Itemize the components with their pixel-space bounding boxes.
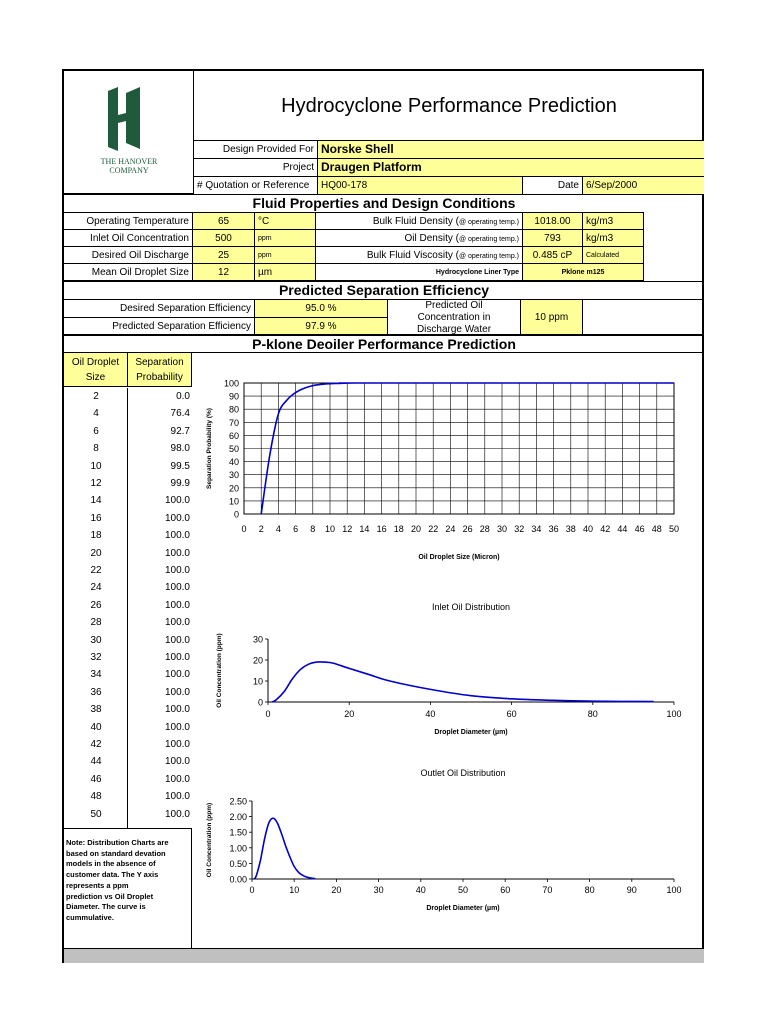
viscosity-value[interactable]: 0.485 cP — [522, 246, 582, 263]
x-tick-label: 16 — [376, 524, 387, 534]
x-tick-label: 70 — [542, 885, 553, 895]
y-tick-label: 80 — [228, 404, 239, 415]
conc-label-line-1: Predicted Oil — [425, 300, 483, 311]
oil-density-value[interactable]: 793 — [522, 229, 582, 246]
note-line: based on standard devation — [66, 848, 166, 858]
table-cell-size: 22 — [90, 565, 102, 576]
note-line: prediction vs Oil Droplet — [66, 891, 154, 901]
note-line: cummulative. — [66, 912, 114, 922]
x-tick-label: 14 — [359, 524, 370, 534]
empty-cell — [582, 299, 704, 335]
separation-probability-chart — [194, 361, 704, 571]
note-line: Diameter. The curve is — [66, 902, 146, 912]
x-tick-label: 20 — [410, 524, 422, 534]
x-tick-label: 80 — [584, 885, 595, 895]
table-cell-size: 34 — [90, 669, 102, 681]
table-cell-size: 24 — [90, 582, 102, 594]
hanover-logo-icon — [104, 85, 144, 153]
y-tick-label: 30 — [252, 634, 263, 645]
table-cell-size: 28 — [90, 617, 102, 629]
y-tick-label: 60 — [228, 430, 239, 441]
x-tick-label: 10 — [289, 885, 300, 895]
table-cell-size: 2 — [93, 391, 99, 402]
op-temp-unit: °C — [254, 212, 316, 229]
note-line: Note: Distribution Charts are — [66, 838, 169, 847]
y-axis-label: Oil Concentration (ppm) — [206, 802, 213, 878]
x-tick-label: 10 — [324, 524, 336, 534]
table-cell-probability: 100.0 — [164, 512, 190, 524]
company-line-1: THE HANOVER — [100, 157, 158, 166]
conc-label-line-3: Discharge Water — [416, 324, 492, 335]
x-tick-label: 44 — [617, 524, 628, 534]
table-cell-size: 16 — [90, 512, 102, 524]
y-tick-label: 50 — [228, 444, 239, 454]
footer-bar — [64, 948, 704, 963]
x-tick-label: 18 — [393, 524, 404, 534]
table-cell-size: 36 — [90, 686, 102, 698]
x-axis-label: Droplet Diameter (µm) — [434, 729, 508, 736]
quote-value[interactable]: HQ00-178 — [317, 176, 522, 194]
y-tick-label: 2.50 — [229, 796, 247, 807]
x-tick-label: 34 — [531, 524, 542, 534]
bulk-density-value[interactable]: 1018.00 — [522, 212, 582, 229]
section-separation-efficiency: Predicted Separation Efficiency — [64, 281, 704, 299]
x-tick-label: 12 — [342, 524, 353, 534]
x-tick-label: 46 — [634, 524, 645, 534]
y-tick-label: 20 — [228, 483, 239, 494]
table-cell-probability: 100.0 — [164, 599, 190, 611]
table-cell-size: 44 — [90, 756, 102, 768]
oil-density-unit: kg/m3 — [582, 229, 644, 246]
table-cell-probability: 100.0 — [164, 739, 190, 750]
x-tick-label: 32 — [514, 524, 525, 534]
table-cell-probability: 100.0 — [164, 808, 190, 820]
company-name — [64, 157, 194, 175]
desired-oil-value[interactable]: 25 — [192, 246, 254, 263]
inlet-distribution-chart — [194, 583, 704, 743]
y-tick-label: 0 — [257, 697, 263, 708]
x-tick-label: 50 — [457, 885, 469, 895]
x-axis-label: Droplet Diameter (µm) — [426, 905, 500, 912]
table-cell-probability: 100.0 — [164, 721, 190, 733]
liner-label: Hydrocyclone Liner Type — [316, 263, 522, 281]
y-tick-label: 100 — [223, 378, 239, 389]
op-temp-label: Operating Temperature — [64, 212, 192, 229]
x-tick-label: 40 — [425, 709, 436, 719]
x-tick-label: 90 — [626, 885, 637, 895]
inlet-oil-unit: ppm — [254, 229, 316, 246]
table-cell-size: 18 — [90, 530, 102, 542]
table-cell-size: 8 — [93, 443, 99, 455]
y-axis-label: Oil Concentration (ppm) — [216, 633, 223, 708]
table-cell-probability: 0.0 — [176, 391, 190, 402]
predicted-efficiency-label: Predicted Separation Efficiency — [64, 317, 254, 335]
x-tick-label: 2 — [258, 524, 264, 534]
chart-title: Inlet Oil Distribution — [431, 602, 511, 612]
x-tick-label: 20 — [331, 885, 342, 895]
note-cell — [64, 828, 192, 948]
op-temp-value[interactable]: 65 — [192, 212, 254, 229]
table-cell-probability: 100.0 — [164, 669, 190, 681]
table-cell-size: 46 — [90, 773, 102, 785]
y-tick-label: 20 — [252, 655, 263, 666]
y-tick-label: 0 — [233, 509, 239, 520]
table-divider — [64, 388, 128, 828]
table-header-probability — [128, 353, 192, 387]
y-tick-label: 1.50 — [229, 827, 247, 838]
inlet-oil-value[interactable]: 500 — [192, 229, 254, 246]
desired-efficiency-value[interactable]: 95.0 % — [254, 299, 387, 317]
x-tick-label: 100 — [666, 885, 682, 895]
table-cell-probability: 92.7 — [170, 425, 190, 437]
viscosity-label: Bulk Fluid Viscosity (@ operating temp.) — [316, 246, 522, 263]
table-cell-probability: 100.0 — [164, 565, 190, 576]
bulk-density-label: Bulk Fluid Density (@ operating temp.) — [316, 212, 522, 229]
y-tick-label: 2.00 — [229, 812, 247, 823]
table-cell-probability: 100.0 — [164, 495, 190, 507]
table-cell-size: 50 — [90, 808, 102, 820]
note-line: customer data. The Y axis — [66, 870, 159, 880]
y-tick-label: 0.50 — [229, 858, 247, 869]
table-cell-probability: 100.0 — [164, 582, 190, 594]
table-cell-probability: 100.0 — [164, 704, 190, 716]
mean-size-unit: µm — [254, 263, 316, 281]
table-cell-probability: 100.0 — [164, 686, 190, 698]
x-tick-label: 36 — [548, 524, 559, 534]
predicted-efficiency-value: 97.9 % — [254, 317, 387, 335]
table-cell-size: 6 — [93, 425, 99, 437]
table-header-size — [64, 353, 128, 387]
table-cell-probability: 100.0 — [164, 791, 190, 803]
header-size-line-1: Oil Droplet — [71, 357, 120, 368]
spreadsheet-page — [62, 69, 704, 963]
table-cell-size: 38 — [90, 704, 102, 716]
x-tick-label: 38 — [565, 524, 576, 534]
logo-area — [64, 71, 194, 194]
oil-density-label: Oil Density (@ operating temp.) — [316, 229, 522, 246]
project-label: Project — [194, 158, 317, 176]
x-tick-label: 0 — [249, 885, 255, 895]
table-cell-probability: 76.4 — [170, 408, 190, 420]
table-cell-size: 30 — [90, 634, 102, 646]
date-label: Date — [522, 176, 582, 194]
project-value[interactable]: Draugen Platform — [317, 158, 704, 176]
table-cell-size: 48 — [90, 791, 102, 803]
x-tick-label: 0 — [241, 524, 247, 534]
x-tick-label: 60 — [500, 885, 511, 895]
table-cell-probability: 98.0 — [170, 443, 190, 455]
table-cell-probability: 100.0 — [164, 652, 190, 663]
distribution-note — [64, 829, 191, 924]
x-tick-label: 6 — [293, 524, 299, 534]
x-tick-label: 8 — [310, 524, 316, 534]
table-cell-probability: 99.9 — [170, 478, 190, 489]
x-tick-label: 22 — [428, 524, 439, 534]
liner-value[interactable]: Pklone m125 — [522, 263, 644, 281]
desired-efficiency-label: Desired Separation Efficiency — [64, 299, 254, 317]
y-tick-label: 70 — [228, 417, 239, 428]
y-tick-label: 40 — [228, 457, 239, 468]
table-cell-size: 4 — [93, 408, 99, 420]
outlet-distribution-chart — [194, 763, 704, 933]
note-line: represents a ppm — [66, 880, 129, 890]
mean-size-value[interactable]: 12 — [192, 263, 254, 281]
table-cell-size: 26 — [90, 599, 102, 611]
predicted-concentration-value: 10 ppm — [520, 299, 582, 335]
x-tick-label: 100 — [666, 709, 682, 719]
desired-oil-label: Desired Oil Discharge — [64, 246, 192, 263]
inlet-oil-label: Inlet Oil Concentration — [64, 229, 192, 246]
mean-size-label: Mean Oil Droplet Size — [64, 263, 192, 281]
header-size-line-2: Size — [85, 372, 106, 383]
page-title: Hydrocyclone Performance Prediction — [281, 95, 617, 117]
x-tick-label: 0 — [265, 709, 271, 719]
table-cell-size: 12 — [90, 478, 102, 489]
x-tick-label: 20 — [344, 709, 355, 719]
x-tick-label: 40 — [415, 885, 426, 895]
note-line: models in the absence of — [66, 859, 156, 869]
x-tick-label: 50 — [668, 524, 680, 534]
table-cell-size: 32 — [90, 652, 102, 663]
table-cell-size: 42 — [90, 739, 102, 750]
viscosity-unit: Calculated — [582, 246, 644, 263]
table-cell-probability: 100.0 — [164, 530, 190, 542]
company-line-2: COMPANY — [109, 166, 149, 175]
chart-title: Outlet Oil Distribution — [420, 768, 506, 778]
quote-label: Quotation or Reference # — [194, 176, 317, 194]
y-tick-label: 90 — [228, 391, 239, 402]
table-cell-probability: 99.5 — [170, 460, 190, 472]
conc-label-line-2: Concentration in — [417, 312, 491, 323]
date-value[interactable]: 6/Sep/2000 — [582, 176, 704, 194]
table-cell-probability: 100.0 — [164, 617, 190, 629]
x-tick-label: 48 — [651, 524, 662, 534]
y-tick-label: 30 — [228, 470, 239, 481]
x-tick-label: 42 — [600, 524, 611, 534]
bulk-density-unit: kg/m3 — [582, 212, 644, 229]
x-tick-label: 60 — [506, 709, 517, 719]
table-cell-probability: 100.0 — [164, 634, 190, 646]
section-fluid-properties: Fluid Properties and Design Conditions — [64, 194, 704, 212]
table-cell-size: 20 — [90, 547, 102, 559]
y-tick-label: 0.00 — [229, 874, 247, 885]
header-prob-line-1: Separation — [135, 357, 184, 368]
table-cell-probability: 100.0 — [164, 773, 190, 785]
y-axis-label: Separation Probability (%) — [206, 408, 213, 489]
design-for-value[interactable]: Norske Shell — [317, 140, 704, 158]
x-tick-label: 24 — [445, 524, 456, 534]
header-prob-line-2: Probability — [136, 372, 183, 383]
y-tick-label: 10 — [228, 496, 239, 507]
x-tick-label: 4 — [275, 524, 281, 534]
x-tick-label: 26 — [462, 524, 473, 534]
design-for-label: Design Provided For — [194, 140, 317, 158]
table-cell-size: 10 — [90, 460, 102, 472]
x-axis-label: Oil Droplet Size (Micron) — [418, 554, 500, 561]
table-cell-probability: 100.0 — [164, 756, 190, 768]
x-tick-label: 30 — [373, 885, 384, 895]
x-tick-label: 28 — [479, 524, 490, 534]
series-line — [272, 662, 654, 702]
table-cell-size: 40 — [90, 721, 102, 733]
y-tick-label: 1.00 — [229, 843, 247, 854]
section-performance-prediction: P-klone Deoiler Performance Prediction — [64, 335, 704, 353]
x-tick-label: 30 — [496, 524, 508, 534]
predicted-concentration-label — [387, 299, 520, 335]
series-line — [254, 818, 315, 879]
x-tick-label: 40 — [582, 524, 594, 534]
x-tick-label: 80 — [587, 709, 598, 719]
table-cell-probability: 100.0 — [164, 547, 190, 559]
y-tick-label: 10 — [252, 676, 263, 687]
desired-oil-unit: ppm — [254, 246, 316, 263]
table-cell-size: 14 — [90, 495, 102, 507]
